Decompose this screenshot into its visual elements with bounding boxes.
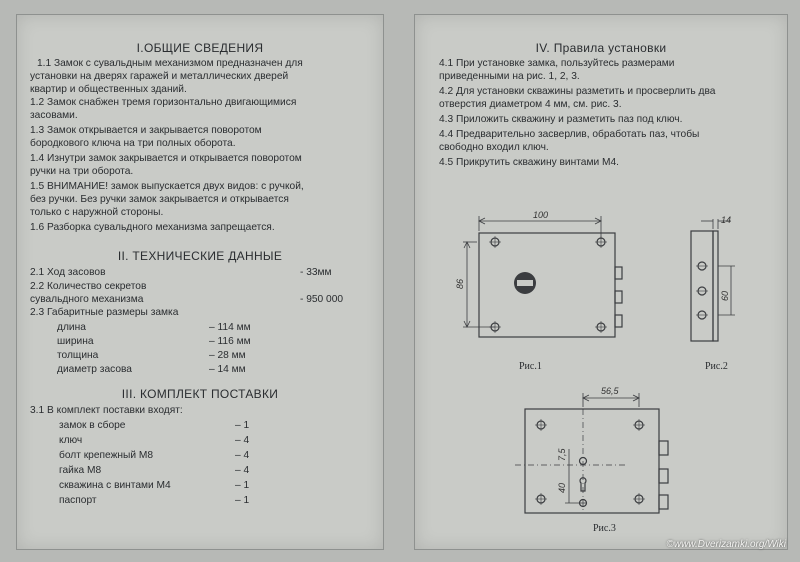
kit-item — [59, 419, 250, 432]
lock-body — [479, 233, 615, 337]
kit-item-label: болт крепежный М8 — [59, 450, 154, 461]
kit-item-label: гайка М8 — [59, 465, 102, 476]
fig3-small-dim: 7,5 — [557, 448, 567, 461]
kit-item-label: скважина с винтами М4 — [59, 480, 171, 491]
section-2-title: II. ТЕХНИЧЕСКИЕ ДАННЫЕ — [117, 249, 283, 263]
dim-row — [57, 321, 251, 334]
spec-row-combos — [30, 280, 146, 293]
fig1-height-dim: 86 — [455, 278, 465, 289]
text-line: только с наружной стороны. — [30, 207, 164, 218]
right-page — [414, 14, 788, 550]
text-line: квартир и общественных зданий. — [30, 84, 187, 95]
spec-value: - 33мм — [300, 267, 332, 278]
kit-item-qty: – 1 — [235, 420, 250, 431]
fig3-width-dim: 56,5 — [601, 386, 619, 396]
spec-label: 2.1 Ход засовов — [30, 267, 106, 278]
text-line: свободно входил ключ. — [439, 142, 549, 153]
text-line: 1.6 Разборка сувальдного механизма запрещается. — [30, 222, 275, 233]
left-page — [16, 14, 384, 550]
dim-value: – 116 мм — [209, 336, 251, 347]
text-line: засовами. — [30, 110, 78, 121]
text-line: отверстия диаметром 4 мм, см. рис. 3. — [439, 99, 622, 110]
kit-intro — [30, 404, 183, 417]
dim-value: – 14 мм — [209, 364, 246, 375]
text-line: бородкового ключа на три полных оборота. — [30, 138, 236, 149]
section-3-title: III. КОМПЛЕКТ ПОСТАВКИ — [121, 387, 279, 401]
dim-row — [57, 335, 251, 348]
text-line: 4.5 Прикрутить скважину винтами М4. — [439, 157, 619, 168]
watermark-credit: ©www.Dverizamki.org/Wiki — [666, 539, 786, 550]
dim-label: ширина — [57, 336, 94, 347]
dim-label: длина — [57, 322, 86, 333]
text-line: 1.1 Замок с сувальдным механизмом предназначен для — [37, 58, 303, 69]
kit-item-qty: – 4 — [235, 435, 250, 446]
dim-label: диаметр засова — [57, 364, 132, 375]
spec-label: сувальдного механизма — [30, 294, 144, 305]
spec-value: - 950 000 — [300, 294, 344, 305]
figure-3-keyhole-layout — [507, 385, 707, 533]
text-line: 4.2 Для установки скважины разметить и просверлить два — [439, 86, 716, 97]
fig1-width-dim: 100 — [533, 210, 549, 220]
spec-row-stroke — [30, 266, 360, 279]
kit-item — [59, 449, 250, 462]
text-line: 1.3 Замок открывается и закрывается поворотом — [30, 125, 262, 136]
text-line: ручки на три оборота. — [30, 166, 134, 177]
kit-item-qty: – 4 — [235, 450, 250, 461]
kit-item-label: паспорт — [59, 495, 97, 506]
fig3-height-dim: 40 — [557, 482, 567, 493]
spec-label: 2.2 Количество секретов — [30, 281, 147, 292]
text-line: 1.4 Изнутри замок закрывается и открывается поворотом — [30, 153, 302, 164]
text-line: без ручки. Без ручки замок закрывается и открывается — [30, 194, 289, 205]
kit-item — [59, 464, 250, 477]
section-1-title: I.ОБЩИЕ СВЕДЕНИЯ — [136, 41, 264, 55]
text-line: 1.5 ВНИМАНИЕ! замок выпускается двух видов: с ручкой, — [30, 181, 304, 192]
dim-row — [57, 349, 246, 362]
kit-item — [59, 479, 250, 492]
dim-label: толщина — [57, 350, 99, 361]
kit-item — [59, 434, 250, 447]
kit-item-label: замок в сборе — [59, 420, 126, 431]
section-4-title: IV. Правила установки — [535, 41, 667, 55]
spec-row-dims — [30, 306, 178, 319]
figure-1-caption: Рис.1 — [519, 361, 542, 372]
kit-item-qty: – 1 — [235, 495, 250, 506]
text-line: 1.2 Замок снабжен тремя горизонтально двигающимися — [30, 97, 297, 108]
text-line: 4.4 Предварительно засверлив, обработать паз, чтобы — [439, 129, 700, 140]
spec-row-combos-2 — [30, 293, 360, 306]
figure-2-lock-side — [681, 209, 761, 359]
kit-item-qty: – 4 — [235, 465, 250, 476]
spec-label: 2.3 Габаритные размеры замка — [30, 307, 179, 318]
dim-row — [57, 363, 246, 376]
kit-item-qty: – 1 — [235, 480, 250, 491]
dim-value: – 114 мм — [209, 322, 251, 333]
figure-2-caption: Рис.2 — [705, 361, 728, 372]
text-line: 4.1 При установке замка, пользуйтесь размерами — [439, 58, 675, 69]
figure-3-caption: Рис.3 — [593, 523, 616, 534]
fig2-spacing-dim: 60 — [720, 290, 730, 301]
text-line: 4.3 Приложить скважину и разметить паз под ключ. — [439, 114, 683, 125]
kit-item — [59, 494, 250, 507]
figure-1-lock-front — [455, 209, 655, 389]
fig2-thickness-dim: 14 — [721, 215, 732, 225]
dim-value: – 28 мм — [209, 350, 246, 361]
text-line: установки на дверях гаражей и металлических дверей — [30, 71, 289, 82]
kit-item-label: ключ — [59, 435, 83, 446]
kit-intro-text: 3.1 В комплект поставки входят: — [30, 405, 183, 416]
text-line: приведенными на рис. 1, 2, 3. — [439, 71, 580, 82]
